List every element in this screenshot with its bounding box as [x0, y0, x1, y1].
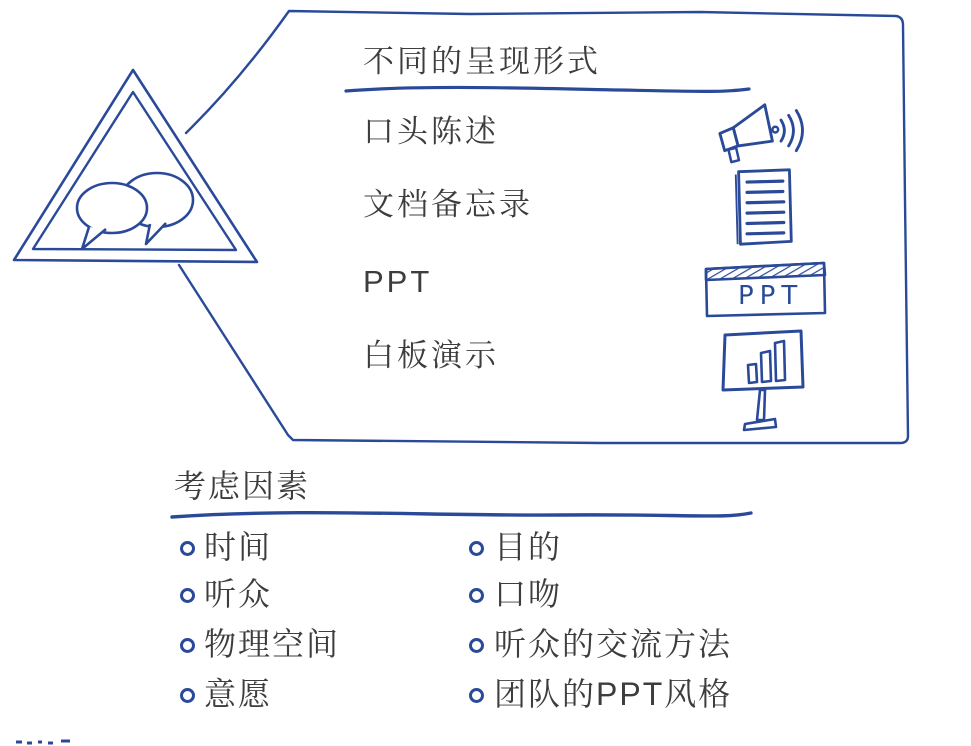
panel-title-underline: [346, 87, 749, 91]
ppt-slide-icon: [702, 254, 828, 320]
panel-item-label-ppt: PPT: [363, 264, 433, 299]
bottom-cutoff-marks: [16, 741, 70, 743]
bullet-icon: [180, 638, 195, 653]
bullet-icon: [180, 688, 195, 703]
consideration-item-space: 物理空间: [204, 626, 341, 662]
bullet-icon: [180, 541, 195, 556]
consideration-item-time: 时间: [204, 529, 273, 565]
bullet-icon: [469, 588, 484, 603]
consideration-item-audience: 听众: [204, 576, 273, 612]
bullet-icon: [180, 588, 195, 603]
consideration-item-communication: 听众的交流方法: [494, 626, 733, 662]
chat-bubbles-triangle-icon: [8, 58, 260, 270]
ppt-slide-text: PPT: [738, 281, 804, 311]
consideration-item-willingness: 意愿: [204, 676, 273, 712]
considerations-underline: [172, 513, 751, 517]
consideration-item-tone: 口吻: [494, 576, 563, 612]
document-memo-icon: [731, 167, 797, 247]
consideration-item-purpose: 目的: [494, 529, 563, 565]
consideration-item-ppt-style: 团队的PPT风格: [494, 676, 733, 712]
considerations-title: 考虑因素: [174, 468, 311, 504]
megaphone-icon: [712, 101, 808, 165]
bullet-icon: [469, 688, 484, 703]
panel-item-label-oral: 口头陈述: [363, 114, 499, 149]
bullet-icon: [469, 638, 484, 653]
panel-title: 不同的呈现形式: [363, 44, 601, 79]
whiteboard-easel-icon: [717, 327, 809, 437]
bullet-icon: [469, 541, 484, 556]
panel-item-label-memo: 文档备忘录: [363, 187, 533, 222]
panel-item-label-whiteboard: 白板演示: [363, 338, 499, 373]
